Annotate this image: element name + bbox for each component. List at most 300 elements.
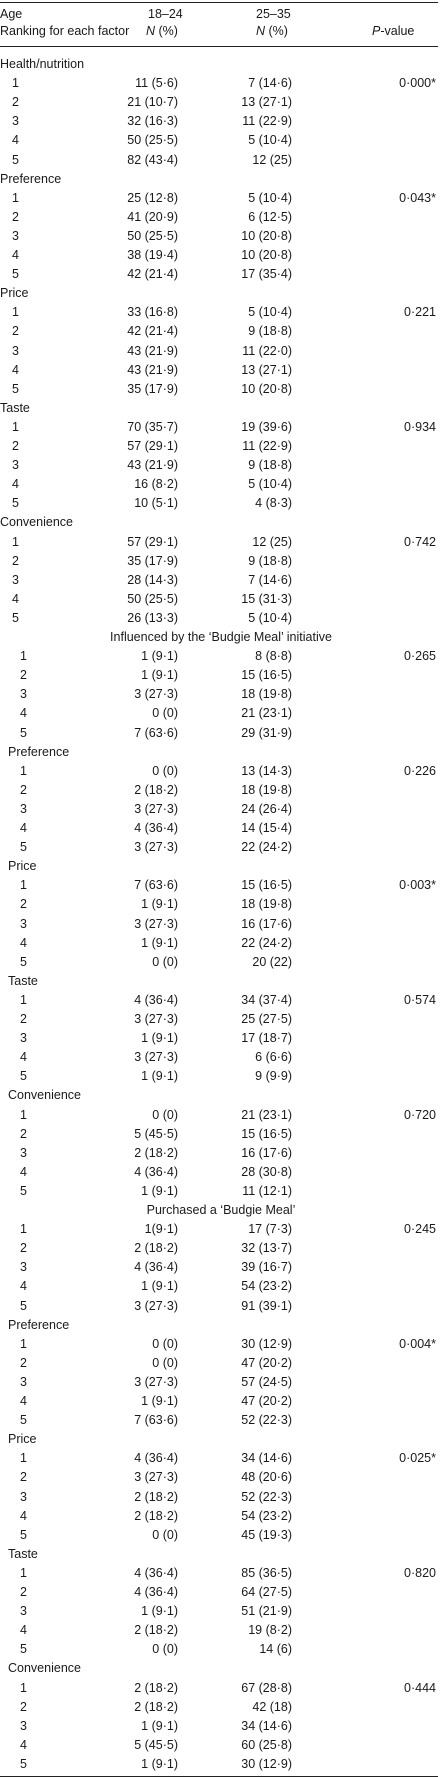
section-title-text: Taste xyxy=(8,973,38,988)
age-18-24-cell: 1 (9·1) xyxy=(141,649,178,664)
table-row xyxy=(0,1736,442,1755)
age-18-24-cell: 3 (27·3) xyxy=(134,1298,178,1313)
rank-cell: 3 xyxy=(20,1031,27,1046)
rank-cell: 5 xyxy=(20,1069,27,1084)
rank-cell: 2 xyxy=(12,95,19,110)
age-25-35-cell: 42 (18) xyxy=(252,1699,292,1714)
section-title xyxy=(0,399,442,418)
age-18-24-cell: 3 (27·3) xyxy=(134,916,178,931)
p-value-cell: 0·003* xyxy=(399,878,436,893)
age-25-35-cell: 16 (17·6) xyxy=(241,916,292,931)
table-row xyxy=(0,208,442,227)
age-18-24-cell: 50 (25·5) xyxy=(127,228,178,243)
age-18-24-cell: 7 (63·6) xyxy=(134,725,178,740)
age-25-35-cell: 34 (37·4) xyxy=(241,992,292,1007)
age-25-35-cell: 67 (28·8) xyxy=(241,1680,292,1695)
age-18-24-cell: 70 (35·7) xyxy=(127,419,178,434)
table-row xyxy=(0,915,442,934)
table-row xyxy=(0,265,442,284)
p-letter: P xyxy=(372,24,381,38)
table-row xyxy=(0,552,442,571)
rank-cell: 4 xyxy=(20,1394,27,1408)
age-18-24-cell: 43 (21·9) xyxy=(127,458,178,473)
p-value-header xyxy=(372,23,414,40)
rank-cell: 4 xyxy=(20,1279,27,1294)
age-25-35-cell: 30 (12·9) xyxy=(241,1756,292,1771)
table-row xyxy=(0,246,442,265)
age-18-24-cell: 43 (21·9) xyxy=(127,343,178,358)
age-18-24-cell: 21 (10·7) xyxy=(127,95,178,110)
age-18-24-cell: 1 (9·1) xyxy=(141,935,178,950)
age-25-35-cell: 9 (18·8) xyxy=(248,553,292,568)
table-row xyxy=(0,647,442,666)
table-row xyxy=(0,571,442,590)
age-25-35-cell: 15 (16·5) xyxy=(241,878,292,893)
age-25-35-cell: 48 (20·6) xyxy=(241,1470,292,1485)
rank-cell: 1 xyxy=(20,763,27,778)
age-25-35-cell: 5 (10·4) xyxy=(248,477,292,492)
age-25-35-cell: 21 (23·1) xyxy=(241,706,292,721)
age-25-35-cell: 60 (25·8) xyxy=(241,1737,292,1752)
age-18-24-cell: 32 (16·3) xyxy=(127,114,178,129)
rank-cell: 5 xyxy=(20,1527,27,1542)
age-25-35-cell: 14 (6) xyxy=(259,1642,292,1657)
rank-cell: 4 xyxy=(20,1050,27,1065)
rank-cell: 1 xyxy=(20,1222,27,1237)
table-row xyxy=(0,93,442,112)
p-value-cell: 0·265 xyxy=(404,649,436,664)
table-row xyxy=(0,666,442,685)
age-18-24-cell: 1 (9·1) xyxy=(141,1604,178,1619)
age-25-35-cell: 52 (22·3) xyxy=(241,1413,292,1428)
age-25-35-cell: 54 (23·2) xyxy=(241,1508,292,1523)
table-row xyxy=(0,475,442,494)
table-row xyxy=(0,1106,442,1125)
age-18-24-cell: 1 (9·1) xyxy=(141,897,178,912)
age-18-24-cell: 0 (0) xyxy=(152,1355,178,1370)
table-row xyxy=(0,1679,442,1698)
rank-cell: 3 xyxy=(20,1604,27,1619)
section-title xyxy=(0,513,442,532)
section-title-text: Influenced by the ‘Budgie Meal’ initiative xyxy=(110,630,332,644)
age-25-35-cell: 15 (16·5) xyxy=(241,668,292,683)
rank-cell: 2 xyxy=(20,782,27,797)
age-25-35-cell: 12 (25) xyxy=(252,534,292,549)
age-18-24-cell: 3 (27·3) xyxy=(134,801,178,816)
age-18-24-cell: 1 (9·1) xyxy=(141,1279,178,1294)
rank-cell: 5 xyxy=(12,496,19,511)
age-18-24-cell: 1 (9·1) xyxy=(141,1069,178,1084)
age-25-35-cell: 25 (27·5) xyxy=(241,1012,292,1026)
age-25-35-cell: 10 (20·8) xyxy=(241,228,292,243)
table-row xyxy=(0,781,442,800)
section-title-text: Health/nutrition xyxy=(0,57,85,71)
rank-cell: 4 xyxy=(12,248,19,262)
age-18-24-cell: 2 (18·2) xyxy=(134,782,178,797)
age-18-24-cell: 1 (9·1) xyxy=(141,668,178,683)
rank-cell: 4 xyxy=(12,591,19,606)
section-title-text: Taste xyxy=(0,400,30,415)
p-value-cell: 0·245 xyxy=(404,1222,436,1237)
age-25-35-cell: 11 (22·0) xyxy=(242,343,292,358)
age-18-24-cell: 0 (0) xyxy=(152,706,178,721)
age-25-35-cell: 34 (14·6) xyxy=(241,1451,292,1466)
age-18-24-cell: 2 (18·2) xyxy=(134,1489,178,1504)
age-18-24-cell: 2 (18·2) xyxy=(134,1623,178,1638)
age-18-24-cell: 4 (36·4) xyxy=(134,1451,178,1466)
section-title-text: Preference xyxy=(8,1317,70,1332)
age-25-35-cell: 11 (22·9) xyxy=(242,114,292,129)
age-25-35-cell: 19 (39·6) xyxy=(241,419,292,434)
ranking-label: Ranking for each factor xyxy=(0,24,130,38)
col-b-pct: (%) xyxy=(265,24,288,38)
rank-cell: 1 xyxy=(20,1565,27,1580)
section-title-text: Convenience xyxy=(0,515,73,530)
age-18-24-cell: 3 (27·3) xyxy=(134,687,178,702)
age-18-24-cell: 38 (19·4) xyxy=(127,248,178,262)
age-25-35-cell: 29 (31·9) xyxy=(241,725,292,740)
rank-cell: 4 xyxy=(20,1508,27,1523)
table-row xyxy=(0,1220,442,1239)
table-row xyxy=(0,361,442,380)
rank-cell: 5 xyxy=(20,1298,27,1313)
age-18-24-cell: 1 (9·1) xyxy=(141,1183,178,1198)
rank-cell: 3 xyxy=(12,458,19,473)
age-25-35-cell: 6 (6·6) xyxy=(255,1050,292,1065)
section-title xyxy=(0,1201,442,1220)
age-25-35-cell: 11 (22·9) xyxy=(242,439,292,453)
age-25-35-cell: 47 (20·2) xyxy=(241,1394,292,1408)
table-row xyxy=(0,590,442,609)
age-18-24-cell: 0 (0) xyxy=(152,1642,178,1657)
age-25-35-cell: 52 (22·3) xyxy=(241,1489,292,1504)
top-rule xyxy=(0,2,438,3)
table-row xyxy=(0,380,442,399)
section-title xyxy=(0,1086,442,1105)
age-18-24-cell: 0 (0) xyxy=(152,1336,178,1351)
table-row xyxy=(0,609,442,628)
rank-cell: 2 xyxy=(20,1241,27,1256)
age-25-35-cell: 11 (12·1) xyxy=(242,1183,292,1198)
section-title-text: Price xyxy=(8,859,37,874)
table-row xyxy=(0,1029,442,1048)
section-title-text: Purchased a ‘Budgie Meal’ xyxy=(146,1203,296,1217)
rank-cell: 5 xyxy=(12,381,19,396)
age-25-35-cell: 85 (36·5) xyxy=(241,1565,292,1580)
age-25-35-cell: 51 (21·9) xyxy=(241,1604,292,1619)
age-25-35-cell: 5 (10·4) xyxy=(248,305,292,320)
age-18-24-cell: 3 (27·3) xyxy=(134,1374,178,1389)
age-18-24-cell: 3 (27·3) xyxy=(134,1012,178,1026)
rank-cell: 5 xyxy=(12,267,19,282)
age-18-24-cell: 11 (5·6) xyxy=(135,76,178,91)
p-value-cell: 0·742 xyxy=(404,534,436,549)
header-rule xyxy=(0,46,438,47)
table-row xyxy=(0,762,442,781)
section-title xyxy=(0,55,442,74)
col-a-n-letter: N xyxy=(146,24,156,38)
age-18-24-cell: 2 (18·2) xyxy=(134,1145,178,1160)
rank-cell: 2 xyxy=(20,1699,27,1714)
section-title-text: Convenience xyxy=(8,1088,81,1103)
rank-cell: 3 xyxy=(12,228,19,243)
age-18-24-cell: 4 (36·4) xyxy=(134,1565,178,1580)
rank-cell: 1 xyxy=(20,1451,27,1466)
table-row xyxy=(0,934,442,953)
age-25-35-cell: 10 (20·8) xyxy=(241,248,292,262)
col-a-n xyxy=(146,23,178,40)
p-value-cell: 0·934 xyxy=(404,419,436,434)
table-row xyxy=(0,1564,442,1583)
table-row xyxy=(0,1277,442,1296)
rank-cell: 2 xyxy=(12,209,19,224)
col-b-age: 25–35 xyxy=(256,7,291,21)
table-row xyxy=(0,131,442,150)
p-value-cell: 0·820 xyxy=(404,1565,436,1580)
age-25-35-cell: 5 (10·4) xyxy=(248,190,292,205)
rank-cell: 1 xyxy=(12,190,19,205)
age-25-35-cell: 16 (17·6) xyxy=(241,1145,292,1160)
age-18-24-cell: 10 (5·1) xyxy=(134,496,178,511)
table-row xyxy=(0,685,442,704)
age-18-24-cell: 1 (9·1) xyxy=(141,1756,178,1771)
rank-cell: 3 xyxy=(12,114,19,129)
section-title-text: Preference xyxy=(8,744,70,759)
table-row xyxy=(0,1354,442,1373)
age-25-35-cell: 12 (25) xyxy=(252,152,292,167)
rank-cell: 5 xyxy=(12,152,19,167)
age-25-35-cell: 18 (19·8) xyxy=(241,687,292,702)
age-25-35-cell: 5 (10·4) xyxy=(248,133,292,148)
table-row xyxy=(0,1698,442,1717)
rank-cell: 1 xyxy=(12,76,19,91)
age-25-35-cell: 47 (20·2) xyxy=(241,1355,292,1370)
age-18-24-cell: 1 (9·1) xyxy=(141,1718,178,1733)
age-18-24-cell: 26 (13·3) xyxy=(127,610,178,625)
age-18-24-cell: 82 (43·4) xyxy=(127,152,178,167)
rank-cell: 1 xyxy=(12,305,19,320)
rank-cell: 5 xyxy=(20,1756,27,1771)
age-18-24-cell: 7 (63·6) xyxy=(134,1413,178,1428)
age-18-24-cell: 3 (27·3) xyxy=(134,840,178,855)
rank-cell: 4 xyxy=(20,935,27,950)
rank-cell: 4 xyxy=(20,706,27,721)
section-title xyxy=(0,972,442,991)
table-row xyxy=(0,1602,442,1621)
age-25-35-cell: 18 (19·8) xyxy=(241,897,292,912)
age-25-35-cell: 22 (24·2) xyxy=(241,840,292,855)
age-25-35-cell: 14 (15·4) xyxy=(241,821,292,835)
age-25-35-cell: 7 (14·6) xyxy=(248,76,292,91)
age-18-24-cell: 1(9·1) xyxy=(144,1222,178,1237)
age-18-24-cell: 4 (36·4) xyxy=(134,992,178,1007)
age-25-35-cell: 17 (7·3) xyxy=(248,1222,292,1237)
rank-cell: 4 xyxy=(20,1623,27,1638)
table-row xyxy=(0,1297,442,1316)
rank-cell: 1 xyxy=(20,1336,27,1351)
age-18-24-cell: 57 (29·1) xyxy=(127,534,178,549)
age-18-24-cell: 0 (0) xyxy=(152,954,178,969)
rank-cell: 3 xyxy=(20,687,27,702)
table-row xyxy=(0,1335,442,1354)
rank-cell: 5 xyxy=(20,1183,27,1198)
age-18-24-cell: 28 (14·3) xyxy=(127,572,178,587)
rank-cell: 2 xyxy=(20,897,27,912)
p-value-cell: 0·004* xyxy=(399,1336,436,1351)
table-row xyxy=(0,838,442,857)
age-25-35-cell: 20 (22) xyxy=(252,954,292,969)
section-title xyxy=(0,857,442,876)
table-row xyxy=(0,1125,442,1144)
table-row xyxy=(0,456,442,475)
table-row xyxy=(0,1449,442,1468)
age-18-24-cell: 1 (9·1) xyxy=(141,1031,178,1046)
rank-cell: 3 xyxy=(12,343,19,358)
section-title xyxy=(0,170,442,189)
rank-cell: 2 xyxy=(20,668,27,683)
age-18-24-cell: 50 (25·5) xyxy=(127,133,178,148)
rank-cell: 4 xyxy=(20,1164,27,1179)
table-row xyxy=(0,151,442,170)
age-18-24-cell: 0 (0) xyxy=(152,1527,178,1542)
table-row xyxy=(0,800,442,819)
age-25-35-cell: 10 (20·8) xyxy=(241,381,292,396)
age-25-35-cell: 4 (8·3) xyxy=(255,496,292,511)
age-18-24-cell: 0 (0) xyxy=(152,1107,178,1122)
table-row xyxy=(0,1640,442,1659)
rank-cell: 4 xyxy=(12,477,19,492)
table-row xyxy=(0,876,442,895)
age-18-24-cell: 41 (20·9) xyxy=(127,209,178,224)
age-18-24-cell: 3 (27·3) xyxy=(134,1470,178,1485)
rank-cell: 2 xyxy=(12,439,19,453)
age-25-35-cell: 64 (27·5) xyxy=(241,1585,292,1599)
age-18-24-cell: 2 (18·2) xyxy=(134,1699,178,1714)
table-row xyxy=(0,227,442,246)
table-row xyxy=(0,819,442,838)
age-25-35-cell: 9 (18·8) xyxy=(248,324,292,339)
table-row xyxy=(0,1373,442,1392)
table-row xyxy=(0,189,442,208)
age-18-24-cell: 2 (18·2) xyxy=(134,1680,178,1695)
rank-cell: 3 xyxy=(20,1260,27,1275)
table-row xyxy=(0,303,442,322)
section-title xyxy=(0,284,442,303)
age-18-24-cell: 35 (17·9) xyxy=(127,381,178,396)
table-row xyxy=(0,1392,442,1411)
rank-cell: 4 xyxy=(20,821,27,835)
table-row xyxy=(0,1239,442,1258)
rank-cell: 2 xyxy=(20,1585,27,1599)
age-18-24-cell: 25 (12·8) xyxy=(127,190,178,205)
age-25-35-cell: 34 (14·6) xyxy=(241,1718,292,1733)
age-18-24-cell: 16 (8·2) xyxy=(134,477,178,492)
table-row xyxy=(0,1717,442,1736)
age-18-24-cell: 4 (36·4) xyxy=(134,1260,178,1275)
rank-cell: 2 xyxy=(12,553,19,568)
age-25-35-cell: 57 (24·5) xyxy=(241,1374,292,1389)
p-value-cell: 0·444 xyxy=(404,1680,436,1695)
rank-cell: 4 xyxy=(12,133,19,148)
table-row xyxy=(0,1583,442,1602)
age-18-24-cell: 43 (21·9) xyxy=(127,362,178,377)
rank-cell: 4 xyxy=(12,362,19,377)
age-18-24-cell: 57 (29·1) xyxy=(127,439,178,453)
p-value-cell: 0·025* xyxy=(399,1451,436,1466)
age-25-35-cell: 45 (19·3) xyxy=(241,1527,292,1542)
age-25-35-cell: 32 (13·7) xyxy=(241,1241,292,1256)
rank-cell: 1 xyxy=(20,1680,27,1695)
rank-cell: 5 xyxy=(20,1413,27,1428)
rank-cell: 3 xyxy=(20,1718,27,1733)
age-25-35-cell: 28 (30·8) xyxy=(241,1164,292,1179)
table-row xyxy=(0,895,442,914)
age-25-35-cell: 15 (31·3) xyxy=(241,591,292,606)
age-label: Age xyxy=(0,7,23,21)
table-row xyxy=(0,991,442,1010)
section-title xyxy=(0,1430,442,1449)
rank-cell: 2 xyxy=(12,324,19,339)
age-18-24-cell: 5 (45·5) xyxy=(134,1126,178,1141)
age-25-35-cell: 54 (23·2) xyxy=(241,1279,292,1294)
table-row xyxy=(0,418,442,437)
rank-cell: 3 xyxy=(20,1374,27,1389)
section-title xyxy=(0,1316,442,1335)
table-row xyxy=(0,1507,442,1526)
col-a-age: 18–24 xyxy=(148,7,183,21)
rank-cell: 2 xyxy=(20,1470,27,1485)
table-row xyxy=(0,1755,442,1774)
rank-cell: 1 xyxy=(12,419,19,434)
age-18-24-cell: 1 (9·1) xyxy=(141,1394,178,1408)
table-row xyxy=(0,437,442,456)
age-18-24-cell: 5 (45·5) xyxy=(134,1737,178,1752)
age-25-35-cell: 91 (39·1) xyxy=(241,1298,292,1313)
rank-cell: 2 xyxy=(20,1355,27,1370)
age-25-35-cell: 8 (8·8) xyxy=(255,649,292,664)
table-row xyxy=(0,1411,442,1430)
table-row xyxy=(0,533,442,552)
age-25-35-cell: 5 (10·4) xyxy=(248,610,292,625)
rank-cell: 3 xyxy=(12,572,19,587)
section-title xyxy=(0,1545,442,1564)
table-row xyxy=(0,1067,442,1086)
age-18-24-cell: 50 (25·5) xyxy=(127,591,178,606)
table-row xyxy=(0,112,442,131)
p-value-cell: 0·043* xyxy=(399,190,436,205)
rank-cell: 5 xyxy=(20,954,27,969)
age-25-35-cell: 24 (26·4) xyxy=(241,801,292,816)
p-suffix: -value xyxy=(380,24,415,38)
rank-cell: 1 xyxy=(20,878,27,893)
age-18-24-cell: 0 (0) xyxy=(152,763,178,778)
col-b-n-letter: N xyxy=(256,24,266,38)
age-25-35-cell: 22 (24·2) xyxy=(241,935,292,950)
rank-cell: 3 xyxy=(20,916,27,931)
rank-cell: 3 xyxy=(20,1489,27,1504)
table-row xyxy=(0,322,442,341)
rank-cell: 1 xyxy=(12,534,19,549)
age-18-24-cell: 42 (21·4) xyxy=(127,267,178,282)
age-25-35-cell: 6 (12·5) xyxy=(248,209,292,224)
section-title-text: Price xyxy=(0,286,29,301)
table-row xyxy=(0,494,442,513)
age-25-35-cell: 19 (8·2) xyxy=(248,1623,292,1638)
age-25-35-cell: 9 (9·9) xyxy=(255,1069,292,1084)
rank-cell: 2 xyxy=(20,1126,27,1141)
age-18-24-cell: 3 (27·3) xyxy=(134,1050,178,1065)
table-row xyxy=(0,704,442,723)
